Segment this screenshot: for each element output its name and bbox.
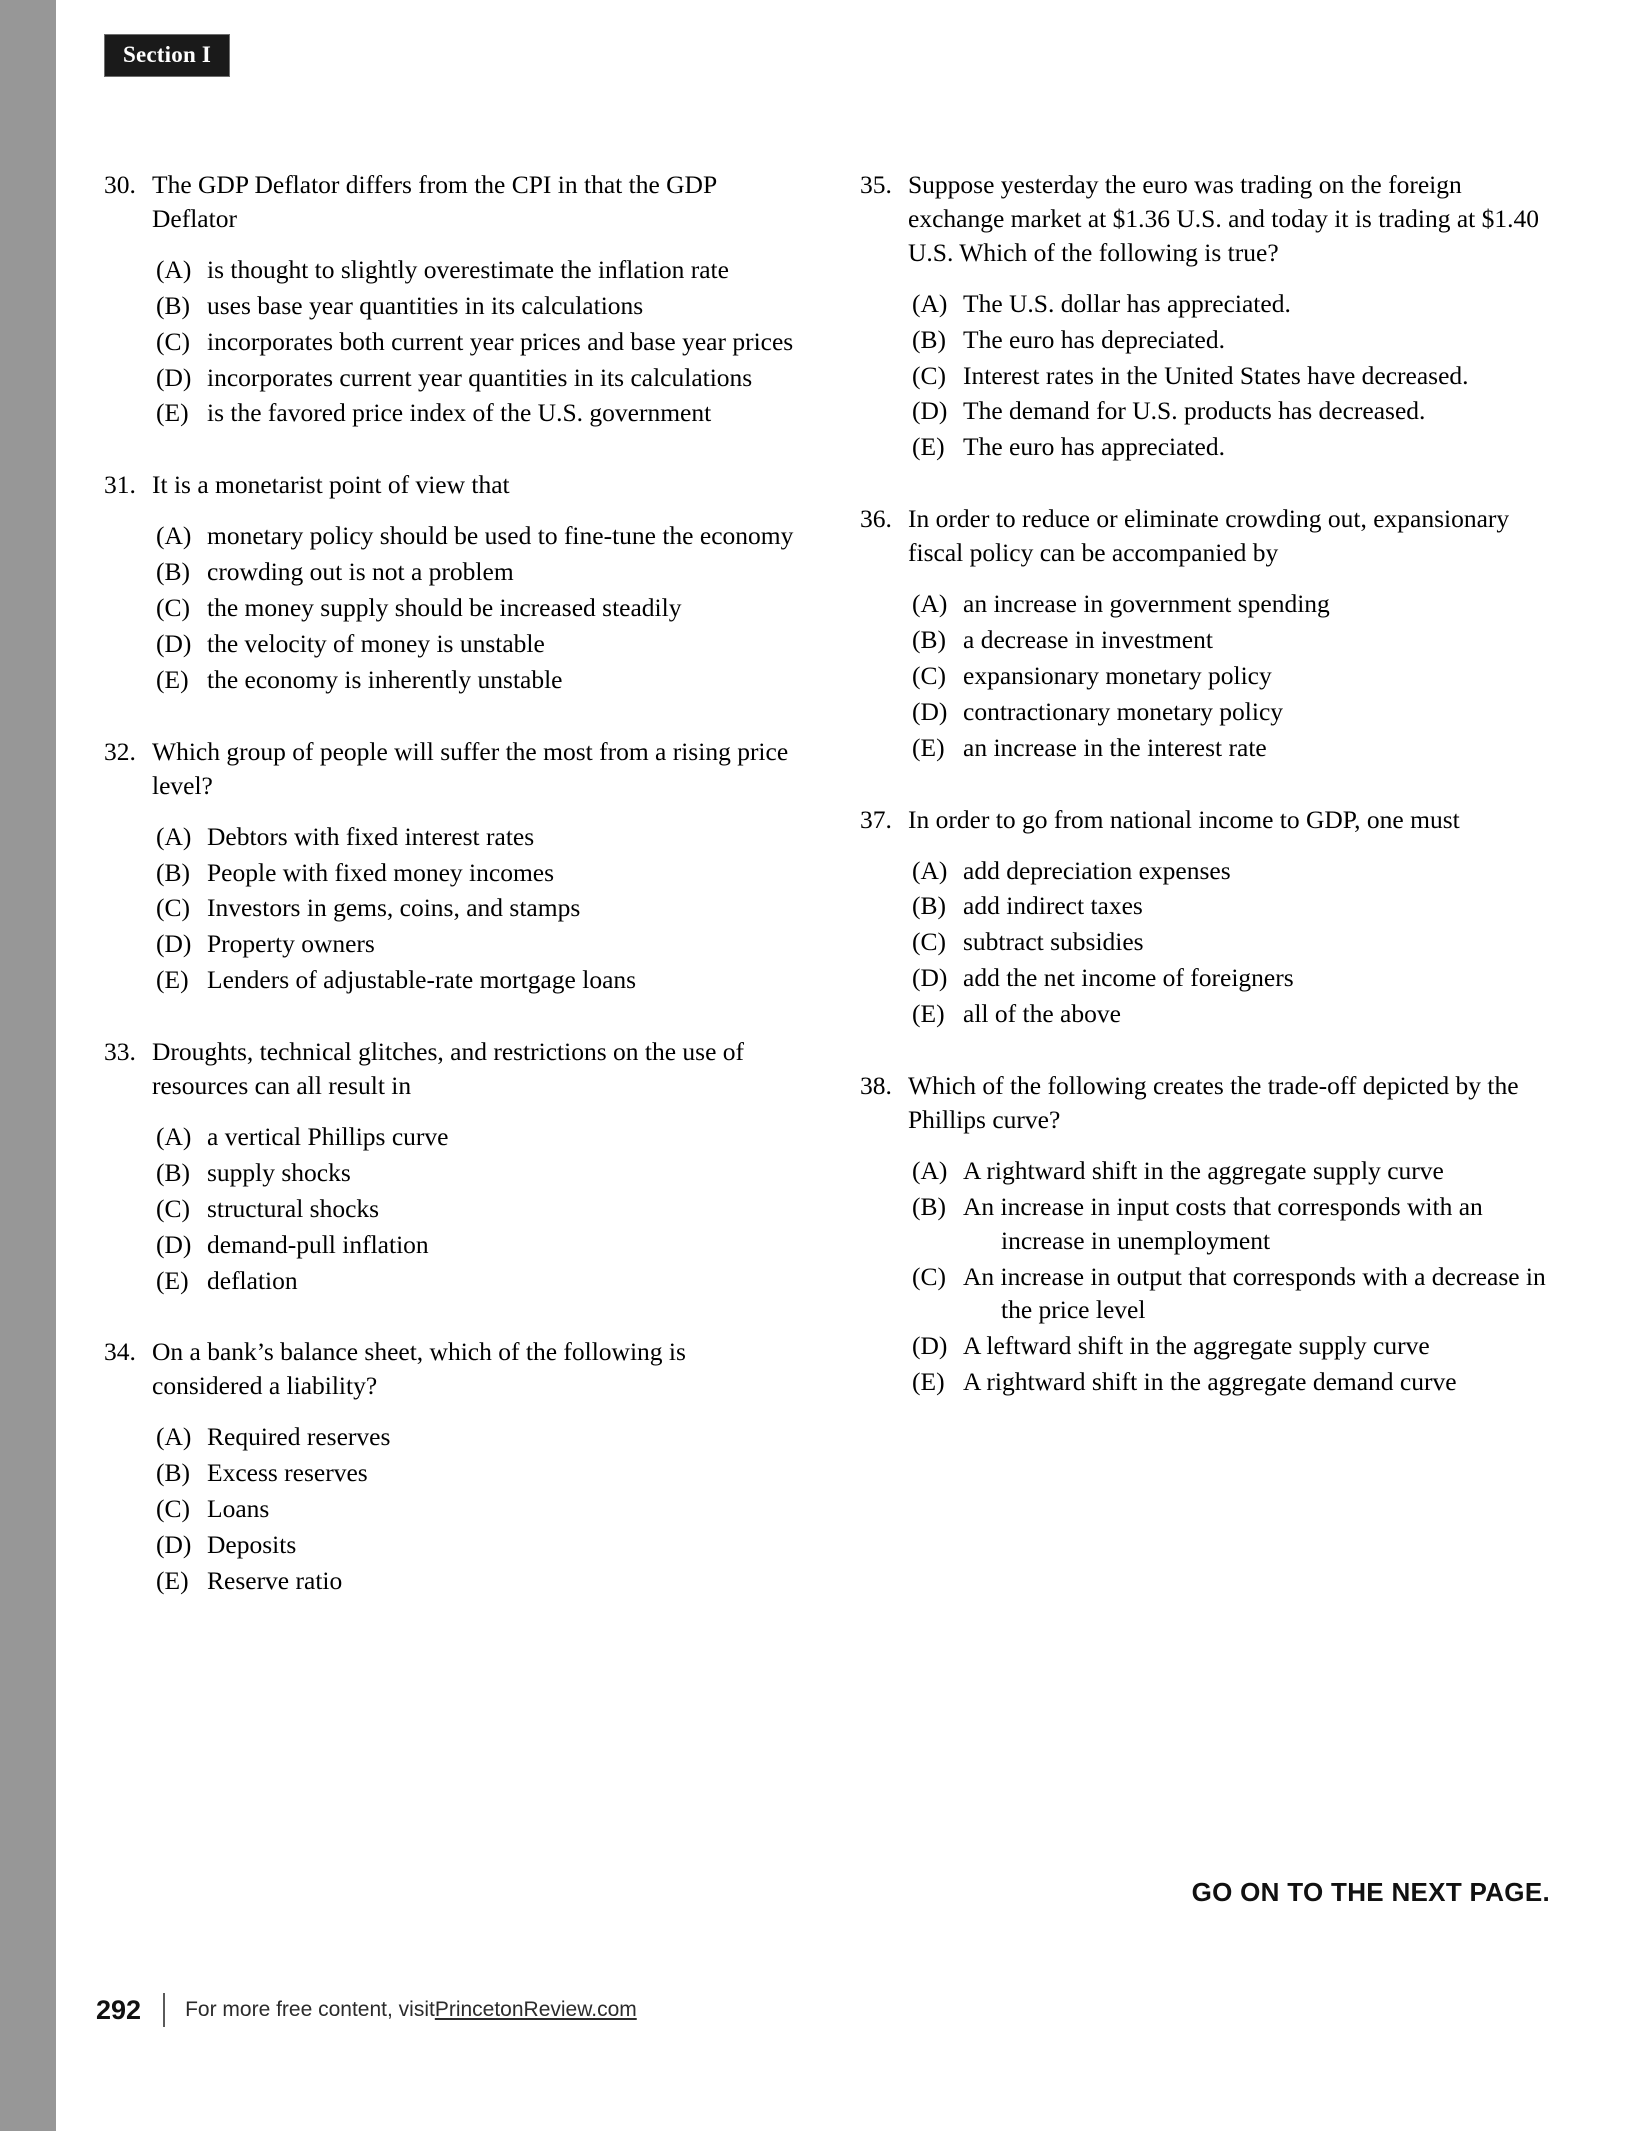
option-text: The euro has depreciated. xyxy=(963,324,1225,354)
option-text: expansionary monetary policy xyxy=(963,660,1272,690)
option-letter: (D) xyxy=(912,396,948,426)
answer-option[interactable] xyxy=(156,1420,794,1454)
page-spine-bar xyxy=(0,0,56,2131)
answer-options xyxy=(856,1154,1550,1399)
go-on-notice: GO ON TO THE NEXT PAGE. xyxy=(1191,1877,1550,1907)
option-letter: (B) xyxy=(156,557,190,587)
option-text: People with fixed money incomes xyxy=(207,857,555,887)
question-number: 36. xyxy=(860,504,892,534)
option-letter: (A) xyxy=(156,1422,192,1452)
answer-option[interactable] xyxy=(156,1192,794,1226)
option-text: is the favored price index of the U.S. government xyxy=(207,398,712,428)
answer-option[interactable] xyxy=(156,325,794,359)
question-item xyxy=(856,1069,1550,1399)
option-text: deflation xyxy=(207,1265,298,1295)
option-text: Loans xyxy=(207,1494,270,1524)
answer-options xyxy=(100,519,794,697)
option-letter: (C) xyxy=(156,1494,190,1524)
option-text: supply shocks xyxy=(207,1157,351,1187)
option-letter: (E) xyxy=(912,1367,945,1397)
option-letter: (B) xyxy=(912,1191,946,1221)
section-label: Section I xyxy=(104,34,230,77)
answer-option[interactable] xyxy=(156,1456,794,1490)
option-letter: (D) xyxy=(912,963,948,993)
answer-options xyxy=(100,1420,794,1598)
option-text: demand-pull inflation xyxy=(207,1229,429,1259)
question-number: 38. xyxy=(860,1071,892,1101)
option-letter: (A) xyxy=(156,821,192,851)
option-letter: (B) xyxy=(912,891,946,921)
option-letter: (C) xyxy=(912,360,946,390)
option-text: The euro has appreciated. xyxy=(963,432,1225,462)
question-number: 35. xyxy=(860,170,892,199)
option-letter: (D) xyxy=(156,362,192,392)
answer-option[interactable] xyxy=(912,925,1550,959)
question-item xyxy=(100,735,794,997)
answer-option[interactable] xyxy=(912,359,1550,393)
question-stem xyxy=(100,735,794,803)
answer-option[interactable] xyxy=(156,253,794,287)
answer-option[interactable] xyxy=(912,889,1550,923)
answer-option[interactable] xyxy=(912,1365,1550,1399)
option-letter: (A) xyxy=(912,589,948,619)
option-text: a vertical Phillips curve xyxy=(207,1121,449,1151)
page-number: 292 xyxy=(96,1994,142,2025)
option-text: contractionary monetary policy xyxy=(963,696,1284,726)
question-text: Which group of people will suffer the most from a rising price level? xyxy=(152,736,789,800)
question-text: Droughts, technical glitches, and restrictions on the use of resources can all result in xyxy=(152,1037,745,1101)
left-question-column xyxy=(100,168,794,1636)
option-text: all of the above xyxy=(963,999,1121,1029)
answer-options xyxy=(856,287,1550,465)
footer-url-link[interactable]: PrincetonReview.com xyxy=(434,1998,637,2021)
answer-option[interactable] xyxy=(912,1260,1550,1328)
answer-option[interactable] xyxy=(156,361,794,395)
answer-option[interactable] xyxy=(912,1154,1550,1188)
option-text: Debtors with fixed interest rates xyxy=(207,821,535,851)
option-letter: (D) xyxy=(912,1331,948,1361)
option-letter: (A) xyxy=(156,1121,192,1151)
answer-options xyxy=(100,253,794,431)
answer-option[interactable] xyxy=(912,731,1550,765)
question-stem xyxy=(856,803,1550,837)
option-letter: (E) xyxy=(912,999,945,1029)
option-letter: (C) xyxy=(156,593,190,623)
option-letter: (C) xyxy=(912,660,946,690)
option-letter: (B) xyxy=(156,290,190,320)
question-text: Which of the following creates the trade-off depicted by the Phillips curve? xyxy=(908,1071,1519,1134)
answer-option[interactable] xyxy=(156,519,794,553)
option-letter: (B) xyxy=(156,1458,190,1488)
answer-option[interactable] xyxy=(156,1564,794,1598)
answer-options xyxy=(856,854,1550,1032)
question-stem xyxy=(100,1335,794,1403)
answer-option[interactable] xyxy=(156,820,794,854)
option-letter: (D) xyxy=(156,628,192,658)
option-text: the velocity of money is unstable xyxy=(207,628,545,658)
answer-option[interactable] xyxy=(912,1329,1550,1363)
option-text: Deposits xyxy=(207,1530,297,1559)
option-text: crowding out is not a problem xyxy=(207,557,514,587)
option-text: subtract subsidies xyxy=(963,927,1144,957)
answer-option[interactable] xyxy=(156,927,794,961)
question-stem xyxy=(100,468,794,502)
option-text: A rightward shift in the aggregate demand curve xyxy=(963,1367,1457,1397)
option-letter: (E) xyxy=(912,732,945,762)
option-text: The demand for U.S. products has decreased. xyxy=(963,396,1426,426)
option-text: incorporates both current year prices and base year prices xyxy=(207,326,794,356)
option-letter: (C) xyxy=(156,1193,190,1223)
question-number: 34. xyxy=(104,1337,136,1367)
option-text: is thought to slightly overestimate the inflation rate xyxy=(207,254,729,284)
answer-option[interactable] xyxy=(912,1190,1550,1258)
option-letter: (E) xyxy=(156,965,189,995)
option-letter: (A) xyxy=(912,855,948,885)
option-text: the money supply should be increased steadily xyxy=(207,593,682,623)
answer-option[interactable] xyxy=(912,997,1550,1031)
option-text: Investors in gems, coins, and stamps xyxy=(207,893,581,923)
option-letter: (B) xyxy=(156,1157,190,1187)
answer-option[interactable] xyxy=(156,1156,794,1190)
question-item xyxy=(100,1035,794,1297)
question-item xyxy=(100,468,794,696)
footer-divider xyxy=(163,1993,165,2027)
answer-option[interactable] xyxy=(912,587,1550,621)
option-text: Lenders of adjustable-rate mortgage loans xyxy=(207,965,637,995)
question-number: 32. xyxy=(104,736,136,766)
question-text: On a bank’s balance sheet, which of the following is considered a liability? xyxy=(152,1337,686,1401)
option-letter: (C) xyxy=(912,927,946,957)
question-item xyxy=(856,168,1550,464)
answer-option[interactable] xyxy=(156,891,794,925)
answer-option[interactable] xyxy=(156,591,794,625)
question-text: It is a monetarist point of view that xyxy=(152,470,510,500)
option-letter: (B) xyxy=(912,324,946,354)
option-letter: (E) xyxy=(156,398,189,428)
question-text: In order to go from national income to GDP, one must xyxy=(908,804,1460,834)
answer-option[interactable] xyxy=(156,663,794,697)
footer-promo-text: For more free content, visit xyxy=(185,1998,435,2021)
option-text: add depreciation expenses xyxy=(963,855,1231,885)
answer-option[interactable] xyxy=(912,695,1550,729)
option-text: Excess reserves xyxy=(207,1458,368,1488)
answer-option[interactable] xyxy=(156,1528,794,1562)
answer-option[interactable] xyxy=(156,1492,794,1526)
option-letter: (D) xyxy=(156,929,192,959)
answer-option[interactable] xyxy=(912,430,1550,464)
option-letter: (C) xyxy=(156,893,190,923)
option-letter: (C) xyxy=(912,1261,946,1291)
answer-option[interactable] xyxy=(156,1228,794,1262)
answer-option[interactable] xyxy=(156,627,794,661)
answer-option[interactable] xyxy=(156,555,794,589)
answer-option[interactable] xyxy=(912,961,1550,995)
question-stem xyxy=(856,1069,1550,1137)
question-item xyxy=(856,803,1550,1031)
option-text: an increase in government spending xyxy=(963,589,1330,619)
option-text: an increase in the interest rate xyxy=(963,732,1267,762)
question-stem xyxy=(856,168,1550,270)
answer-option[interactable] xyxy=(912,659,1550,693)
option-text: a decrease in investment xyxy=(963,624,1213,654)
option-letter: (E) xyxy=(156,1265,189,1295)
option-text: A leftward shift in the aggregate supply curve xyxy=(963,1331,1430,1361)
answer-option[interactable] xyxy=(156,289,794,323)
option-text: An increase in output that corresponds with a decrease in the price level xyxy=(963,1261,1546,1325)
question-number: 33. xyxy=(104,1037,136,1067)
answer-option[interactable] xyxy=(912,854,1550,888)
option-text: uses base year quantities in its calculations xyxy=(207,290,644,320)
option-text: add indirect taxes xyxy=(963,891,1143,921)
answer-option[interactable] xyxy=(912,394,1550,428)
option-letter: (E) xyxy=(156,1565,189,1595)
option-letter: (C) xyxy=(156,326,190,356)
option-text: add the net income of foreigners xyxy=(963,963,1294,993)
question-stem xyxy=(100,168,794,236)
question-text: In order to reduce or eliminate crowding out, expansionary fiscal policy can be accompanied by xyxy=(908,504,1510,568)
option-text: the economy is inherently unstable xyxy=(207,664,563,694)
option-text: Reserve ratio xyxy=(207,1565,343,1595)
question-number: 31. xyxy=(104,470,136,500)
answer-option[interactable] xyxy=(156,1264,794,1298)
question-item xyxy=(100,1335,794,1597)
answer-option[interactable] xyxy=(156,396,794,430)
option-letter: (A) xyxy=(912,288,948,318)
option-text: An increase in input costs that corresponds with an increase in unemployment xyxy=(963,1191,1483,1255)
question-number: 30. xyxy=(104,170,136,199)
answer-option[interactable] xyxy=(156,963,794,997)
option-letter: (A) xyxy=(156,254,192,284)
option-letter: (D) xyxy=(156,1229,192,1259)
answer-option[interactable] xyxy=(156,1120,794,1154)
question-item xyxy=(856,502,1550,764)
option-letter: (D) xyxy=(156,1530,192,1559)
right-question-column xyxy=(856,168,1550,1636)
option-letter: (D) xyxy=(912,696,948,726)
question-stem xyxy=(856,502,1550,570)
option-letter: (E) xyxy=(912,432,945,462)
answer-options xyxy=(856,587,1550,765)
answer-options xyxy=(100,820,794,998)
answer-option[interactable] xyxy=(912,287,1550,321)
option-letter: (A) xyxy=(912,1155,948,1185)
answer-options xyxy=(100,1120,794,1298)
answer-option[interactable] xyxy=(912,623,1550,657)
option-text: structural shocks xyxy=(207,1193,380,1223)
option-text: The U.S. dollar has appreciated. xyxy=(963,288,1291,318)
option-text: A rightward shift in the aggregate supply curve xyxy=(963,1155,1444,1185)
question-item xyxy=(100,168,794,430)
option-text: Required reserves xyxy=(207,1422,391,1452)
question-text: Suppose yesterday the euro was trading on the foreign exchange market at $1.36 U.S. and today it is trading at $1.40 U.S. Which of the following is true? xyxy=(908,170,1539,267)
option-text: Interest rates in the United States have decreased. xyxy=(963,360,1469,390)
question-text: The GDP Deflator differs from the CPI in that the GDP Deflator xyxy=(152,170,717,233)
answer-option[interactable] xyxy=(912,323,1550,357)
option-text: monetary policy should be used to fine-tune the economy xyxy=(207,521,794,551)
question-number: 37. xyxy=(860,804,892,834)
option-letter: (B) xyxy=(912,624,946,654)
page-footer xyxy=(96,1993,637,2027)
option-letter: (E) xyxy=(156,664,189,694)
question-stem xyxy=(100,1035,794,1103)
option-letter: (A) xyxy=(156,521,192,551)
question-columns xyxy=(100,168,1550,1636)
answer-option[interactable] xyxy=(156,856,794,890)
option-text: Property owners xyxy=(207,929,375,959)
option-text: incorporates current year quantities in its calculations xyxy=(207,362,753,392)
option-letter: (B) xyxy=(156,857,190,887)
